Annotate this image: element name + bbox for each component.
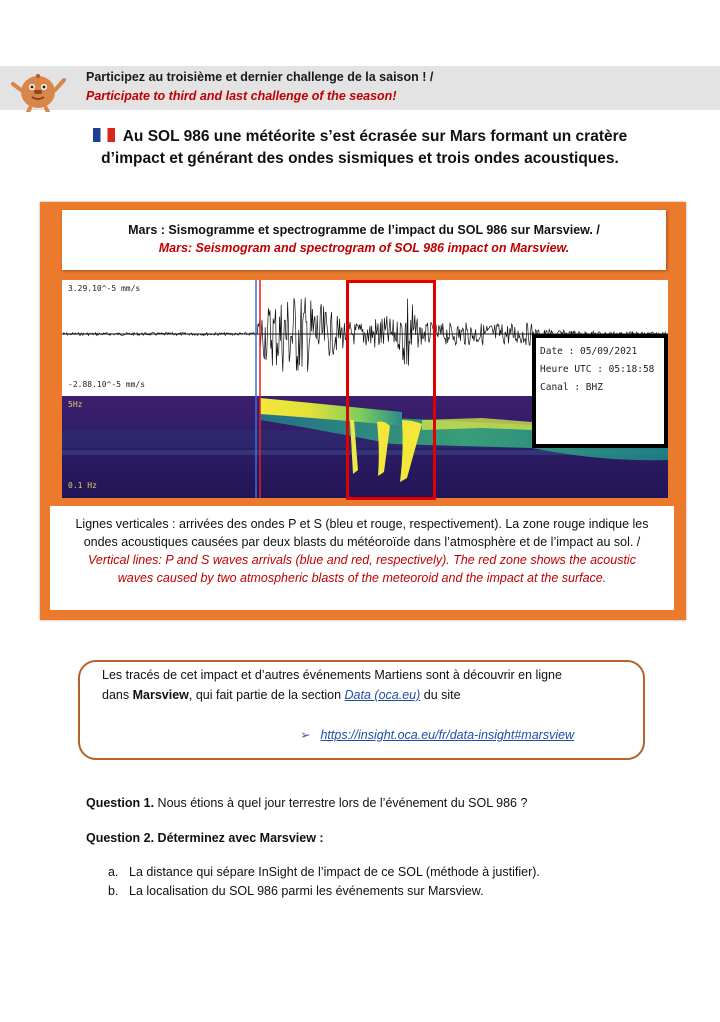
amplitude-min-label: -2.88.10^-5 mm/s (68, 380, 146, 389)
question-1-text: Nous étions à quel jour terrestre lors de l’événement du SOL 986 ? (154, 796, 528, 810)
headline-line2: d’impact et générant des ondes sismiques et trois ondes acoustiques. (101, 150, 619, 167)
mascot-icon (8, 62, 68, 112)
headline (60, 126, 660, 170)
amplitude-max-label: 3.29.10^-5 mm/s (68, 284, 141, 293)
event-channel: Canal : BHZ (540, 382, 603, 393)
figure-legend (50, 506, 674, 610)
link-box-text: , qui fait partie de la section (188, 688, 345, 702)
question-2-item-a (108, 865, 540, 879)
question-1-label: Question 1. (86, 796, 155, 810)
question-2 (86, 831, 324, 845)
arrow-bullet-icon: ➢ (300, 728, 311, 742)
event-info-box (532, 334, 668, 448)
marsview-url-link[interactable]: https://insight.oca.eu/fr/data-insight#marsview (320, 728, 575, 742)
link-box-text: du site (420, 688, 461, 702)
banner-title-en: Participate to third and last challenge of the season! (86, 89, 397, 103)
data-section-link[interactable]: Data (oca.eu) (344, 688, 421, 702)
banner-title-fr: Participez au troisième et dernier challenge de la saison ! / (86, 70, 434, 84)
question-1 (86, 796, 527, 810)
link-box-line1: Les tracés de cet impact et d’autres événements Martiens sont à découvrir en ligne (102, 668, 562, 682)
link-box-text: dans (102, 688, 133, 702)
link-box-line2 (102, 688, 461, 702)
figure-caption-fr: Mars : Sismogramme et spectrogramme de l’impact du SOL 986 sur Marsview. / (128, 223, 600, 237)
event-date: Date : 05/09/2021 (540, 346, 638, 357)
item-text: La distance qui sépare InSight de l’impact de ce SOL (méthode à justifier). (129, 865, 540, 879)
acoustic-zone-highlight (346, 280, 436, 500)
french-flag-icon (93, 128, 115, 142)
freq-max-label: 5Hz (68, 400, 83, 409)
marsview-url-row (300, 727, 574, 742)
question-2-label: Question 2. Déterminez avec Marsview : (86, 831, 324, 845)
figure-caption-en: Mars: Seismogram and spectrogram of SOL 986 impact on Marsview. (158, 241, 570, 255)
item-letter: b. (108, 884, 119, 898)
item-letter: a. (108, 865, 119, 879)
figure-caption (62, 210, 666, 270)
figure-legend-fr: Lignes verticales : arrivées des ondes P et S (bleu et rouge, respectivement). La zone rouge indique les ondes acoustiques causées par deux blasts du météoroïde dans l’atmosphère et de l’impact au sol. / (75, 517, 649, 549)
marsview-name: Marsview (132, 688, 189, 702)
figure-legend-en: Vertical lines: P and S waves arrivals (blue and red, respectively). The red zone shows the acoustic waves caused by two atmospheric blasts of the meteoroid and the impact at the surface. (88, 553, 636, 585)
question-2-item-b (108, 884, 484, 898)
headline-line1: Au SOL 986 une météorite s’est écrasée sur Mars formant un cratère (122, 128, 628, 145)
event-time: Heure UTC : 05:18:58 (540, 364, 655, 375)
item-text: La localisation du SOL 986 parmi les événements sur Marsview. (129, 884, 484, 898)
freq-min-label: 0.1 Hz (68, 481, 97, 490)
